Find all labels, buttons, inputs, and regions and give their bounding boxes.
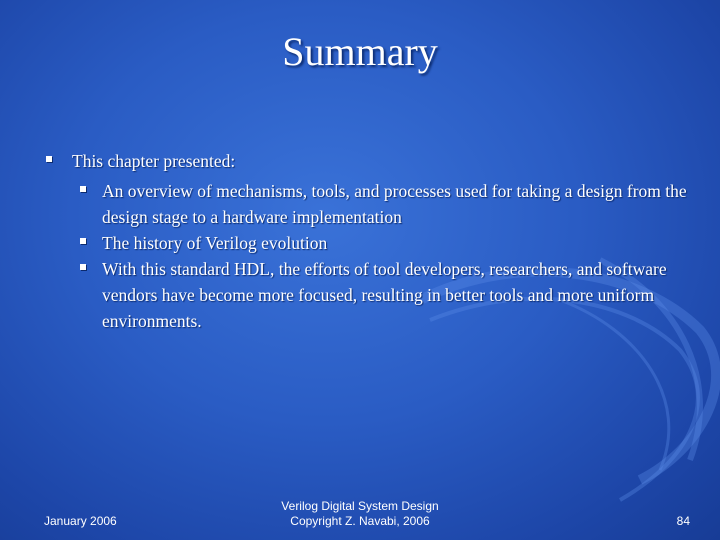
footer-course-title: Verilog Digital System Design xyxy=(281,499,439,513)
slide-title: Summary xyxy=(282,29,438,74)
bullet-square-icon xyxy=(80,238,86,244)
bullet-main: This chapter presented: xyxy=(72,151,236,171)
bullet-square-icon xyxy=(80,186,86,192)
footer-center xyxy=(260,499,460,529)
bullet-square-icon xyxy=(46,156,52,162)
bullet-square-icon xyxy=(80,264,86,270)
sub-bullet-overview: An overview of mechanisms, tools, and processes used for taking a design from the design stage to a hardware implementation xyxy=(102,181,687,227)
footer-copyright: Copyright Z. Navabi, 2006 xyxy=(290,514,430,528)
footer-page-number: 84 xyxy=(676,514,690,528)
sub-bullet-standard-hdl: With this standard HDL, the efforts of tool developers, researchers, and software vendors have become more focused, resulting in better tools and more uniform environments. xyxy=(102,259,667,331)
footer-date: January 2006 xyxy=(44,514,117,528)
sub-bullet-history: The history of Verilog evolution xyxy=(102,233,328,253)
